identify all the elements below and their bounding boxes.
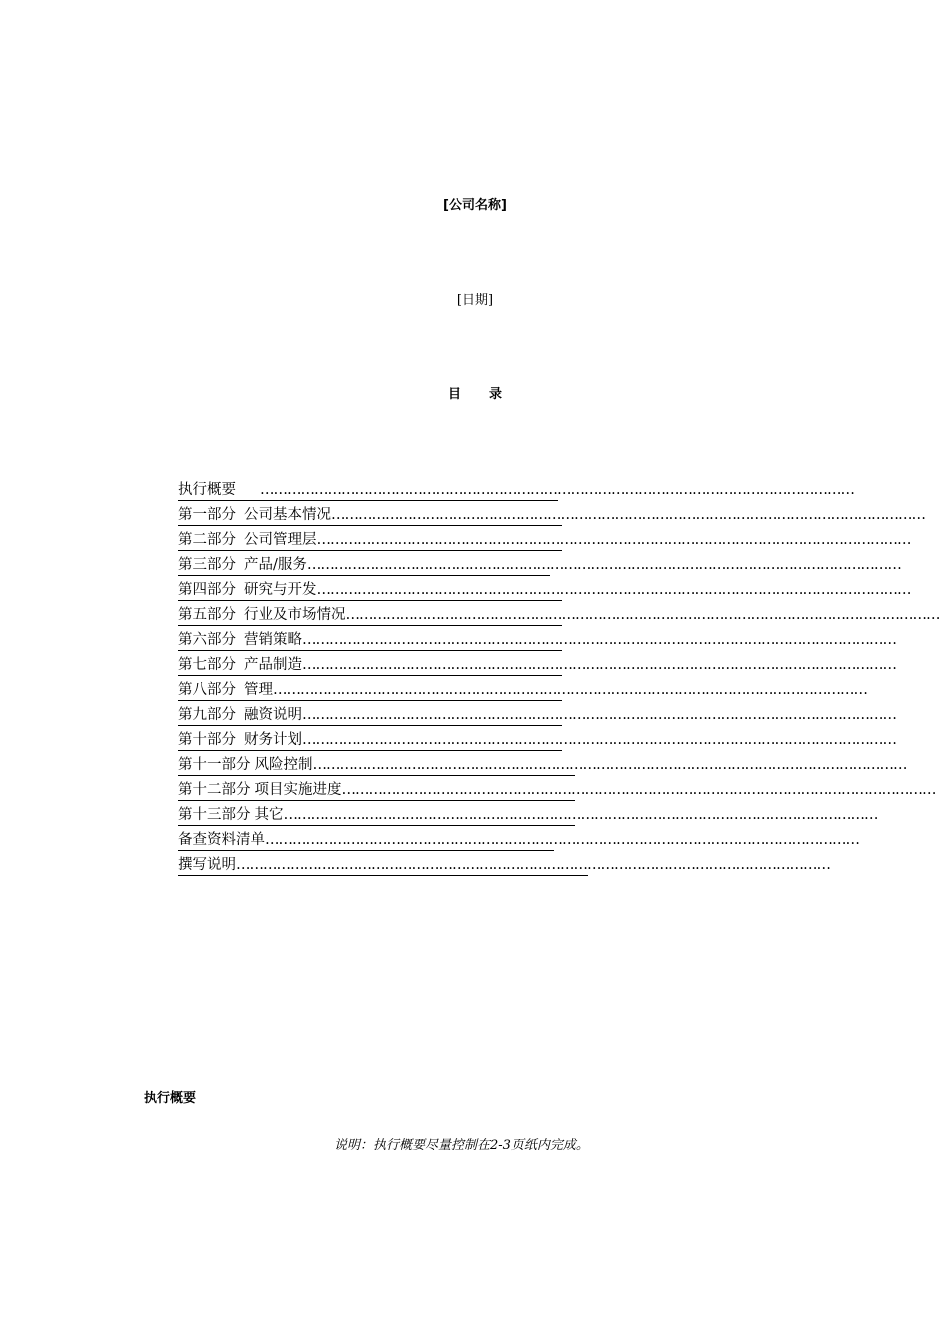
toc-item-title: 产品制造 (244, 657, 302, 673)
toc-item-title: 项目实施进度 (254, 782, 342, 798)
toc-item-title: 产品/服务 (244, 557, 307, 573)
toc-link[interactable] (178, 481, 854, 501)
toc-leader: …………………………………………………………………………………………………………………… (312, 757, 907, 773)
toc-item-label: 第一部分 (178, 507, 236, 523)
toc-leader: …………………………………………………………………………………………………………………… (260, 482, 854, 498)
toc-item-label: 第十一部分 (178, 757, 251, 773)
toc-item-title: 营销策略 (244, 632, 302, 648)
toc-link[interactable] (178, 531, 911, 551)
toc-leader: …………………………………………………………………………………………………………………… (331, 507, 925, 523)
toc-link[interactable] (178, 831, 859, 851)
company-name: [公司名称] (443, 198, 507, 213)
toc-item-label: 第九部分 (178, 707, 236, 723)
toc-item-label: 执行概要 (178, 482, 236, 498)
toc-item-label: 撰写说明 (178, 857, 236, 873)
toc-item-label: 第十部分 (178, 732, 236, 748)
toc-link[interactable] (178, 556, 901, 576)
toc-heading-right: 录 (489, 387, 503, 402)
toc-leader: …………………………………………………………………………………………………………………… (316, 582, 911, 598)
toc-link[interactable] (178, 681, 867, 701)
toc-link[interactable] (178, 606, 940, 626)
toc-item-title: 融资说明 (244, 707, 302, 723)
toc-leader: …………………………………………………………………………………………………………………… (236, 857, 830, 873)
toc-link[interactable] (178, 731, 896, 751)
toc-item-label: 第五部分 (178, 607, 236, 623)
toc-link[interactable] (178, 706, 896, 726)
toc-leader: …………………………………………………………………………………………………………………… (316, 532, 911, 548)
toc-item-label: 第三部分 (178, 557, 236, 573)
toc-link[interactable] (178, 631, 896, 651)
toc-item-title: 管理 (244, 682, 273, 698)
toc-leader: …………………………………………………………………………………………………………………… (273, 682, 867, 698)
toc-item-label: 第八部分 (178, 682, 236, 698)
toc-item-label: 第六部分 (178, 632, 236, 648)
toc-link[interactable] (178, 656, 896, 676)
toc-leader: …………………………………………………………………………………………………………………… (302, 732, 896, 748)
toc-item-label: 第四部分 (178, 582, 236, 598)
toc-leader: …………………………………………………………………………………………………………………… (265, 832, 859, 848)
toc-link[interactable] (178, 856, 830, 876)
executive-summary-note: 说明：执行概要尽量控制在2-3页纸内完成。 (334, 1138, 589, 1153)
toc-item-title: 财务计划 (244, 732, 302, 748)
toc-link[interactable] (178, 781, 936, 801)
toc-item-title: 其它 (254, 807, 284, 823)
toc-item-label: 第二部分 (178, 532, 236, 548)
toc-item-label: 第七部分 (178, 657, 236, 673)
toc-item-title: 研究与开发 (244, 582, 317, 598)
toc-item-title: 风险控制 (254, 757, 313, 773)
toc-item-title: 行业及市场情况 (244, 607, 346, 623)
executive-summary-heading: 执行概要 (144, 1091, 197, 1106)
toc-item-title: 公司基本情况 (244, 507, 331, 523)
toc-item-label: 第十二部分 (178, 782, 251, 798)
toc-heading (0, 386, 950, 404)
toc-item-label: 第十三部分 (178, 807, 251, 823)
toc-leader: …………………………………………………………………………………………………………………… (283, 807, 878, 823)
toc-leader: …………………………………………………………………………………………………………………… (302, 707, 896, 723)
toc-item-label: 备查资料清单 (178, 832, 265, 848)
date: [日期] (456, 293, 494, 308)
toc-leader: …………………………………………………………………………………………………………………… (345, 607, 940, 623)
toc-leader: …………………………………………………………………………………………………………………… (302, 632, 896, 648)
toc-link[interactable] (178, 806, 878, 826)
toc-link[interactable] (178, 506, 925, 526)
toc-leader: …………………………………………………………………………………………………………………… (302, 657, 896, 673)
toc-leader: …………………………………………………………………………………………………………………… (341, 782, 936, 798)
toc-link[interactable] (178, 581, 911, 601)
toc-link[interactable] (178, 756, 907, 776)
toc-item-title: 公司管理层 (244, 532, 317, 548)
toc-leader: …………………………………………………………………………………………………………………… (306, 557, 901, 573)
toc-heading-left: 目 (447, 387, 461, 402)
